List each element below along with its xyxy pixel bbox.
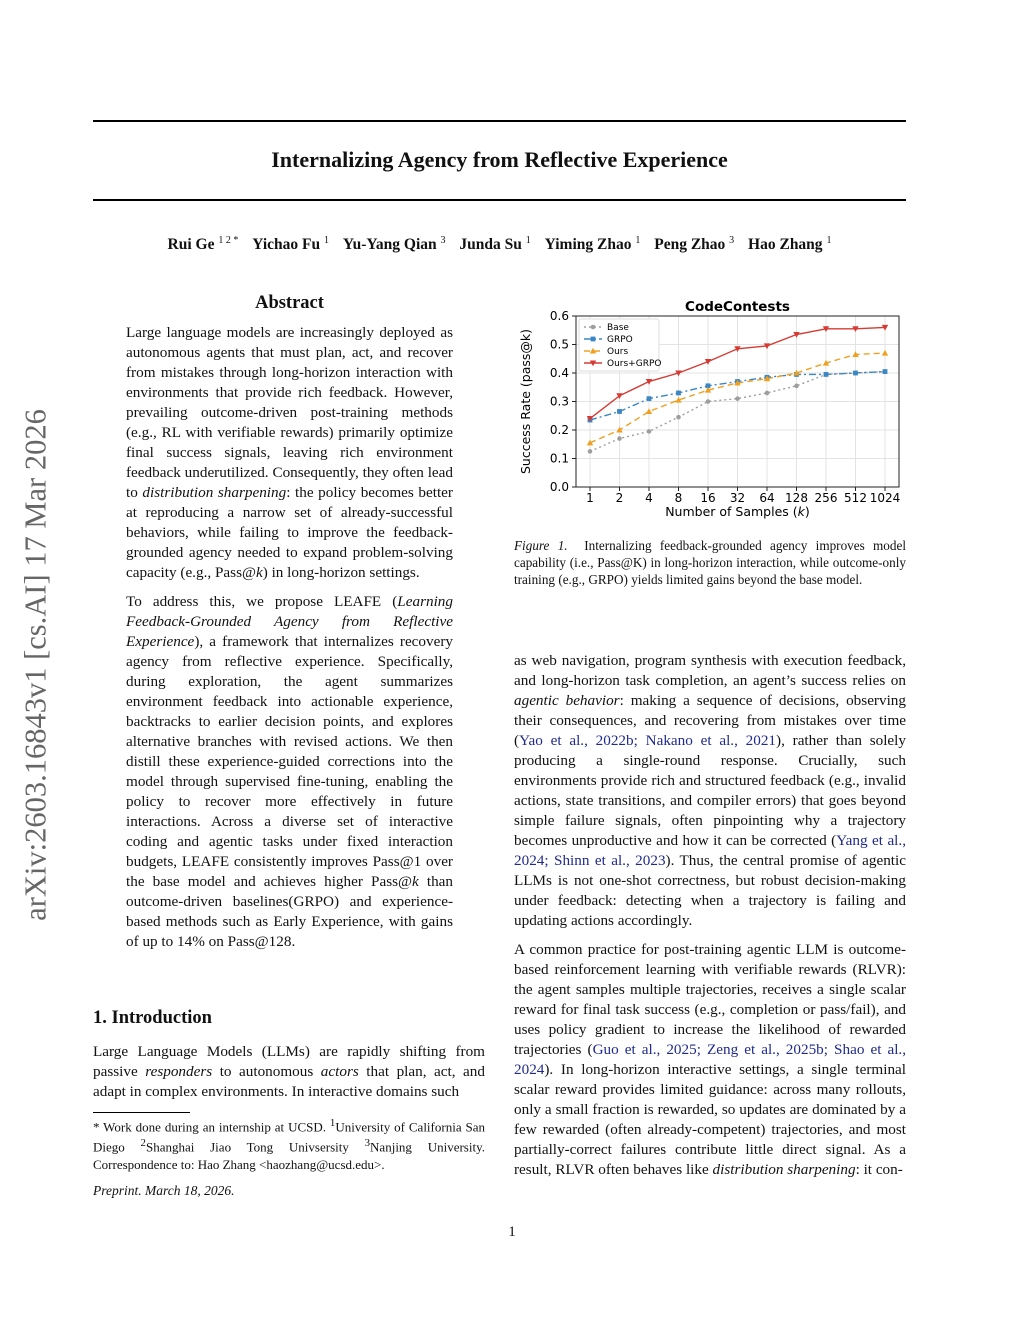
author: Yiming Zhao $^1$ [544,235,641,254]
x-tick-label: 2 [615,491,624,505]
author: Rui Ge $^{1 2 *}$ [167,235,239,254]
abstract-paragraph: To address this, we propose LEAFE (Learning Feedback-Grounded Agency from Reflective Experience), a framework that internalizes recovery agency from reflective experience. Specifically, during exploration, the agent summarizes environment feedback into actionable experience, backtracks to earlier decision points, and explores alternative branches with revised actions. We then distill these experience-guided corrections into the model through supervised fine-tuning, enabling the policy to recover more effectively in future interactions. Across a diverse set of interactive coding and agentic tasks under fixed interaction budgets, LEAFE consistently improves Pass@1 over the base model and achieves higher Pass@k than outcome-driven baselines(GRPO) and experience-based methods such as Early Experience, with gains of up to 14% on Pass@128. [126,593,453,950]
top-rule [93,120,906,122]
x-tick-label: 64 [759,491,775,505]
paper-title: Internalizing Agency from Reflective Experience [271,147,728,172]
x-tick-label: 1024 [869,491,901,505]
abstract-paragraph: Large language models are increasingly deployed as autonomous agents that must plan, act, and recover from mistakes through long-horizon interaction with environments that provide rich feedback. However, prevailing outcome-driven post-training methods (e.g., RL with verifiable rewards) primarily optimize final success signals, leaving rich environment feedback underutilized. Consequently, they often lead to distribution sharpening: the policy becomes better at reproducing a narrow set of already-successful behaviors, while failing to improve the feedback-grounded agency needed to expand problem-solving capacity (e.g., Pass@k) in long-horizon settings. [126,324,453,581]
footnote: * Work done during an internship at UCSD. $^1$University of California San Diego $^2$Shanghai Jiao Tong Univsersity $^3$Nanjing University. Correspondence to: Hao Zhang <haozhang@ucsd.edu>. [93,1117,485,1172]
x-tick-label: 16 [700,491,716,505]
data-point [647,429,652,434]
data-point [676,415,681,420]
author-list [93,235,906,254]
data-point [794,384,799,389]
citation-link[interactable]: Shinn et al., 2023 [554,852,666,869]
y-tick-label: 0.6 [549,309,569,323]
y-axis-label: Success Rate (pass@k) [518,328,533,475]
y-tick-label: 0.5 [549,337,569,352]
x-tick-label: 8 [674,491,683,505]
section-heading-introduction: 1. Introduction [93,1008,212,1028]
y-axis-ticks [550,309,576,494]
citation-link[interactable]: Yao et al., 2022b [519,732,634,749]
abstract-heading: Abstract [255,293,324,313]
data-point [646,408,652,414]
chart-title: CodeContests [685,299,790,315]
y-tick-label: 0.1 [549,451,569,466]
title-bottom-rule [93,199,906,201]
legend-label: GRPO [607,335,633,345]
data-point [853,371,858,376]
author: Yu-Yang Qian $^3$ [342,235,446,254]
chart-legend [579,319,661,371]
x-tick-label: 4 [645,491,653,505]
data-point [882,350,888,356]
author: Hao Zhang $^1$ [748,235,832,254]
intro-right-text [514,651,906,1180]
abstract-body [126,323,453,952]
data-point [617,409,622,414]
x-axis-ticks [586,487,900,505]
legend-marker [591,337,596,342]
data-point [588,449,593,454]
data-point [706,399,711,404]
x-tick-label: 128 [785,491,808,505]
figure-label: Figure 1. [514,538,568,553]
data-point [676,391,681,396]
y-tick-label: 0.2 [549,423,569,437]
citation-link[interactable]: Yang et al., 2024 [514,832,906,869]
data-point [735,396,740,401]
y-tick-label: 0.4 [549,366,569,380]
y-tick-label: 0.0 [549,480,569,494]
arxiv-stamp [8,375,64,955]
data-point [765,391,770,396]
arxiv-id[interactable]: arXiv:2603.16843v1 [cs.AI] 17 Mar 2026 [18,409,53,921]
x-axis-label: Number of Samples (k) [665,504,810,519]
x-tick-label: 256 [814,491,838,505]
body-paragraph: A common practice for post-training agentic LLM is outcome-based reinforcement learning with verifiable rewards (RLVR): the agent samples multiple trajectories, receives a single scalar reward for final task success (e.g., completion or pass/fail), and uses policy gradient to increase the likelihood of rewarded trajectories (Guo et al., 2025; Zeng et al., 2025b; Shao et al., 2024). In long-horizon interactive settings, a single terminal scalar reward provides limited guidance: across many rollouts, only a small fraction is rewarded, so updates are dominated by a few rewarded (often already-competent) trajectories, and most partially-correct failures contribute little direct signal. As a result, RLVR often behaves like distribution sharpening: it con- [514,941,907,1178]
data-point [617,436,622,441]
intro-left-text: Large Language Models (LLMs) are rapidly shifting from passive responders to autonomous actors that plan, act, and adapt in complex environments. In interactive domains such [93,1043,485,1100]
x-tick-label: 32 [729,491,746,505]
preprint-note: Preprint. March 18, 2026. [93,1183,235,1198]
footnote-rule [93,1112,190,1113]
data-point [883,369,888,374]
author: Junda Su $^1$ [459,235,531,254]
x-tick-label: 512 [844,491,867,505]
page-number: 1 [508,1224,516,1240]
citation-link[interactable]: Shao et al., 2024 [514,1041,907,1078]
data-point [647,396,652,401]
author: Yichao Fu $^1$ [252,235,329,254]
legend-label: Ours+GRPO [607,359,662,369]
figure-caption: Figure 1. Internalizing feedback-grounded agency improves model capability (i.e., Pass@K) in long-horizon interaction, while outcome-only training (e.g., GRPO) yields limited gains beyond the base model. [514,538,907,587]
figure-1-chart [514,295,906,525]
body-paragraph: as web navigation, program synthesis with execution feedback, and long-horizon task completion, an agent’s success relies on agentic behavior: making a sequence of decisions, observing their consequences, and recovering from mistakes over time (Yao et al., 2022b; Nakano et al., 2021), rather than solely producing a single-round response. Crucially, such environments provide rich and structured feedback (e.g., invalid actions, state transitions, and compiler errors) that goes beyond simple failure signals, often pinpointing why a trajectory becomes unproductive and how it can be corrected (Yang et al., 2024; Shinn et al., 2023). Thus, the central promise of agentic LLMs is not one-shot correctness, but robust decision-making under feedback: detecting when a trajectory is failing and updating actions accordingly. [514,652,906,929]
citation-link[interactable]: Nakano et al., 2021 [645,732,777,749]
citation-link[interactable]: Guo et al., 2025 [592,1041,697,1058]
line-chart [514,295,906,525]
legend-marker [591,325,596,330]
legend-label: Base [607,323,629,333]
author: Peng Zhao $^3$ [654,235,735,254]
data-point [824,372,829,377]
x-tick-label: 1 [586,491,594,505]
legend-label: Ours [607,347,629,357]
citation-link[interactable]: Zeng et al., 2025b [706,1041,824,1058]
y-tick-label: 0.3 [549,394,569,409]
